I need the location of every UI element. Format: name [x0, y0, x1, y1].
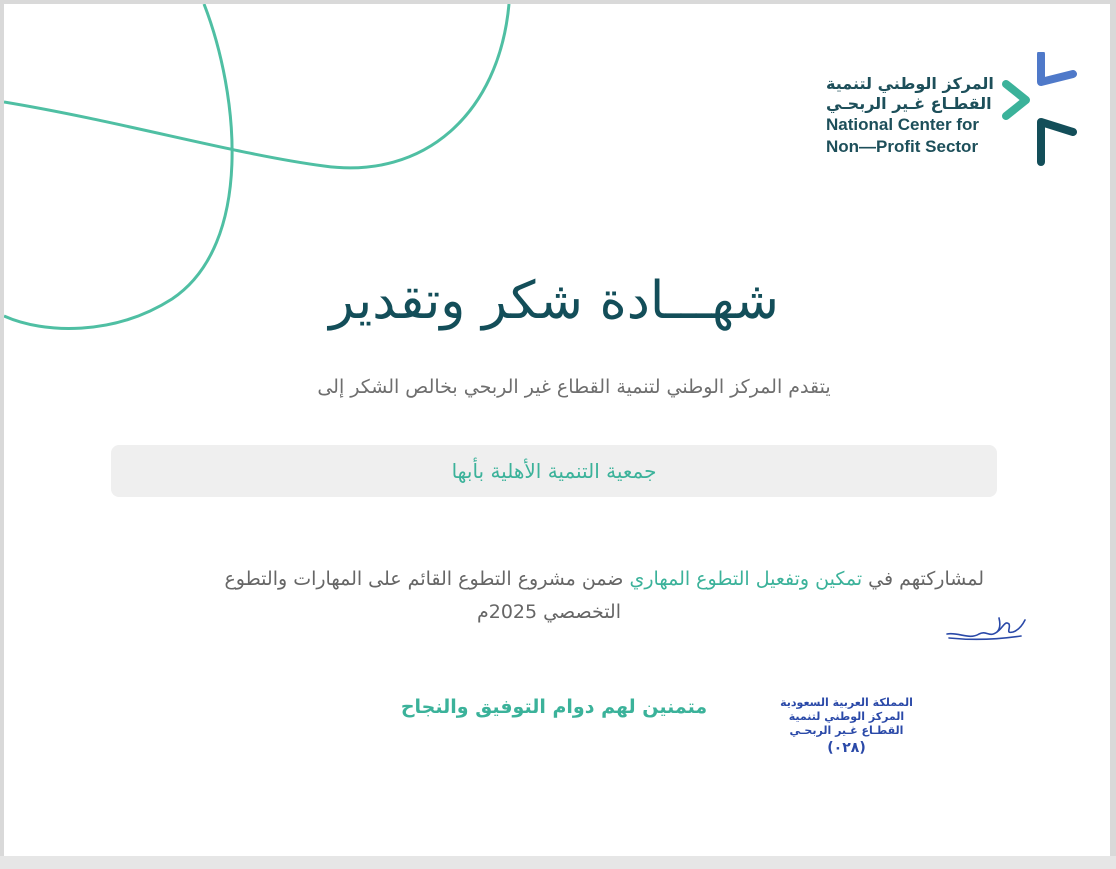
- logo-arabic-line2: القطـاع غـير الربحـي: [826, 94, 992, 113]
- recipient-box: [111, 445, 997, 497]
- body-before: لمشاركتهم في: [862, 568, 984, 590]
- logo-text: [826, 74, 996, 158]
- body-highlight: تمكين وتفعيل التطوع المهاري: [629, 568, 863, 590]
- certificate-body: [114, 561, 984, 597]
- signature-icon: [939, 610, 1029, 646]
- recipient-name: جمعية التنمية الأهلية بأبها: [451, 459, 657, 483]
- certificate-wishes: متمنين لهم دوام التوفيق والنجاح: [400, 696, 708, 718]
- stamp-number: (٠٢٨): [827, 740, 866, 756]
- stamp-line3: القطـاع غـير الربحـي: [789, 724, 904, 737]
- logo-arabic-line1: المركز الوطني لتنمية: [826, 74, 994, 93]
- certificate-body-line2: التخصصي 2025م: [476, 601, 622, 623]
- body-after: ضمن مشروع التطوع القائم على المهارات والتطوع: [224, 568, 630, 590]
- certificate-title: شهـــادة شكر وتقدير: [329, 271, 779, 331]
- ncnp-logo: [826, 52, 1086, 167]
- certificate-intro: يتقدم المركز الوطني لتنمية القطاع غير الربحي بخالص الشكر إلى: [317, 376, 831, 398]
- logo-english-line2: Non—Profit Sector: [826, 137, 979, 156]
- logo-english-line1: National Center for: [826, 115, 980, 134]
- official-stamp: [774, 696, 919, 758]
- logo-mark-icon: [1001, 52, 1086, 167]
- stamp-line1: المملكة العربية السعودية: [780, 696, 913, 709]
- page-shadow: [0, 856, 1116, 869]
- stamp-line2: المركز الوطني لتنمية: [788, 710, 905, 723]
- certificate-page: [4, 4, 1110, 856]
